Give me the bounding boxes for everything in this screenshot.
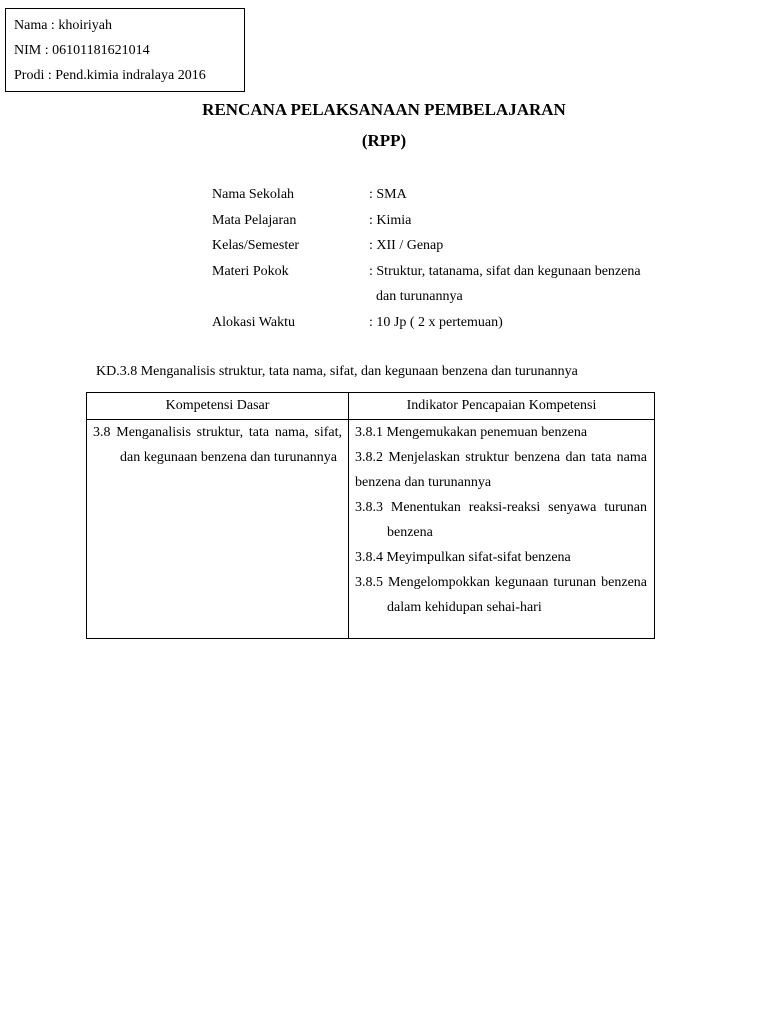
header-indikator: Indikator Pencapaian Kompetensi [349,393,655,420]
class-label: Kelas/Semester [212,238,300,253]
class-value: : XII / Genap [369,238,444,253]
indicator-item: 3.8.4 Meyimpulkan sifat-sifat benzena [355,550,571,565]
topic-label: Materi Pokok [212,264,289,279]
indicator-item: 3.8.5 Mengelompokkan kegunaan turunan benzena dalam kehidupan sehai-hari [355,575,647,615]
school-value: : SMA [369,187,407,202]
document-subtitle: (RPP) [361,131,407,150]
table-header-row [87,393,655,420]
student-id-box [5,8,245,92]
indicator-list [349,420,654,620]
kd-statement: KD.3.8 Menganalisis struktur, tata nama, sifat, dan kegunaan benzena dan turunannya [96,364,578,379]
header-kompetensi-dasar: Kompetensi Dasar [87,393,349,420]
student-prodi: Prodi : Pend.kimia indralaya 2016 [14,68,206,83]
student-nim: NIM : 06101181621014 [14,43,150,58]
kd-cell [87,420,349,639]
topic-value-continued: dan turunannya [376,289,463,304]
table-row [87,420,655,639]
indicator-cell [349,420,655,639]
competency-table [86,392,655,639]
time-label: Alokasi Waktu [212,315,295,330]
kd-text: 3.8 Menganalisis struktur, tata nama, sifat, dan kegunaan benzena dan turunannya [93,425,342,465]
school-label: Nama Sekolah [212,187,295,202]
subject-value: : Kimia [369,213,412,228]
indicator-item: 3.8.3 Menentukan reaksi-reaksi senyawa turunan benzena [355,500,647,540]
subject-label: Mata Pelajaran [212,213,297,228]
topic-value: : Struktur, tatanama, sifat dan kegunaan benzena [369,264,641,279]
student-name: Nama : khoiriyah [14,18,112,33]
time-value: : 10 Jp ( 2 x pertemuan) [369,315,503,330]
indicator-item: 3.8.2 Menjelaskan struktur benzena dan tata nama benzena dan turunannya [355,450,647,490]
document-title: RENCANA PELAKSANAAN PEMBELAJARAN [202,100,566,119]
indicator-item: 3.8.1 Mengemukakan penemuan benzena [355,425,588,440]
